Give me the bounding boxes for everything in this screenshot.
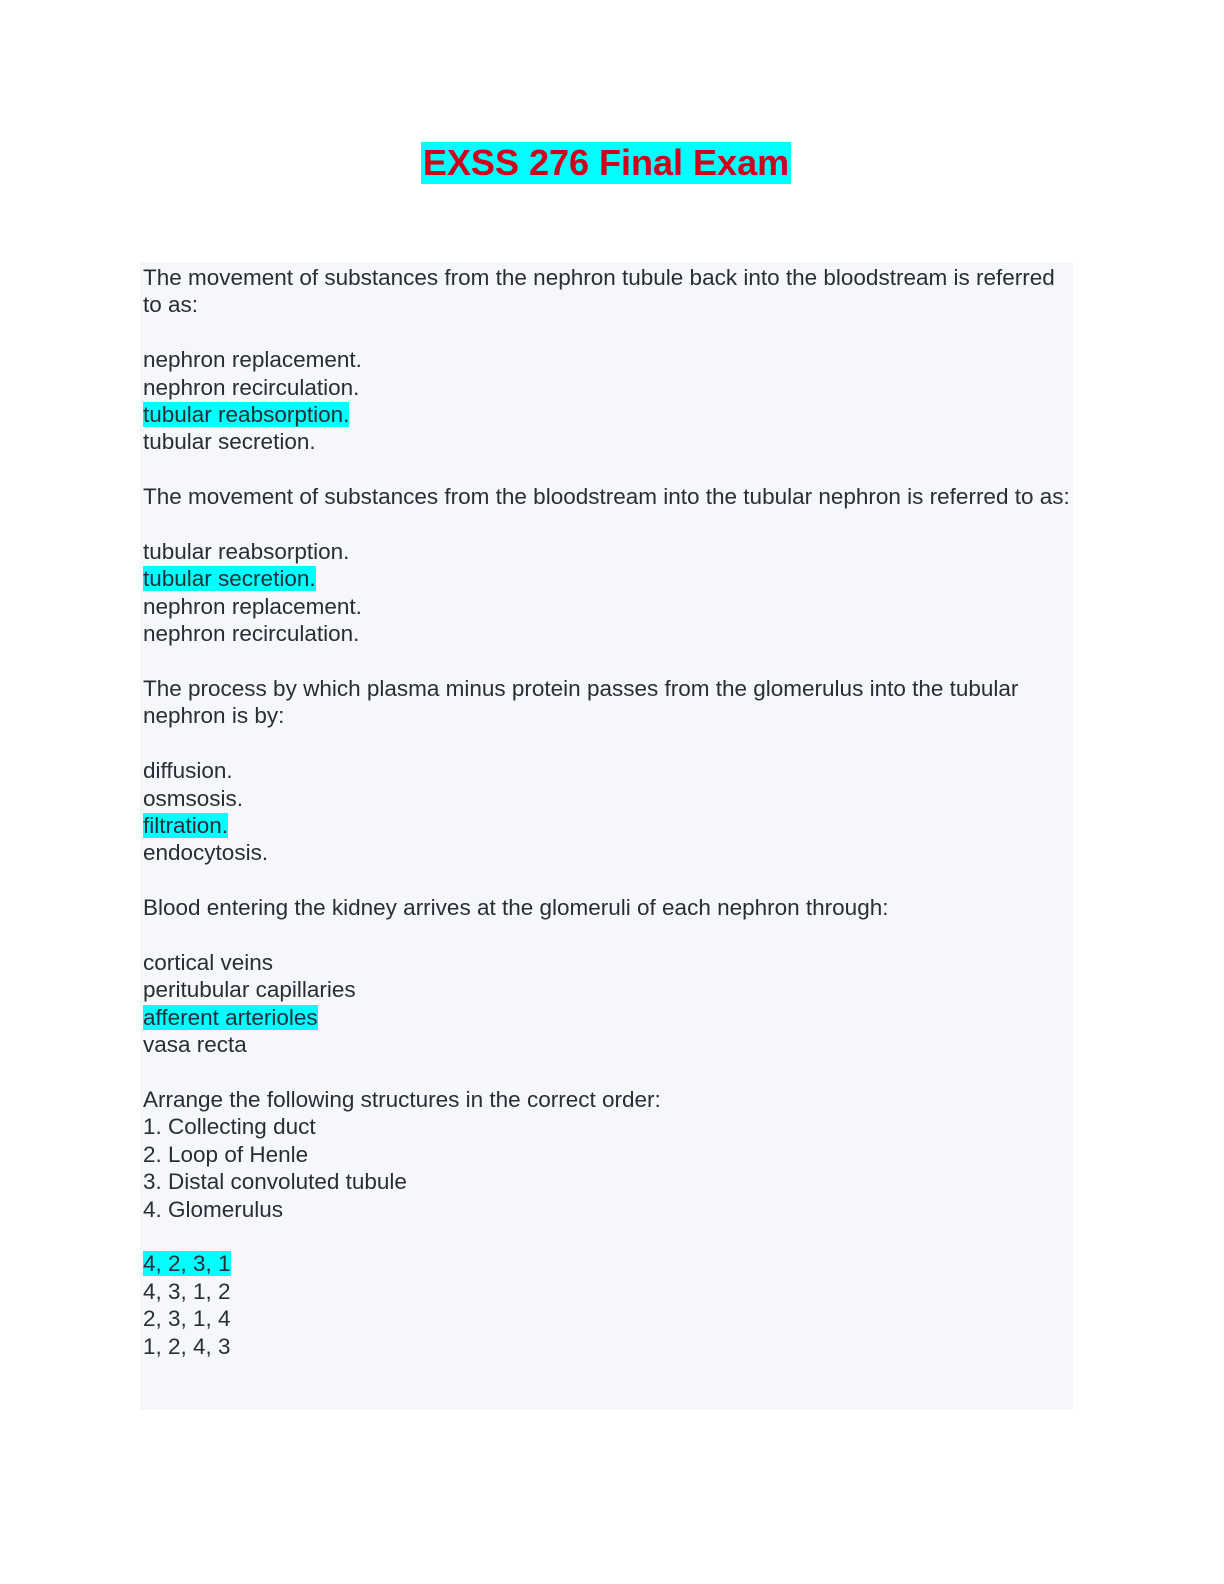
answer-option: diffusion. bbox=[143, 758, 233, 784]
correct-answer-option: afferent arterioles bbox=[143, 1004, 318, 1030]
document-title: EXSS 276 Final Exam bbox=[422, 142, 790, 183]
title-block bbox=[0, 142, 1212, 184]
structure-item: 3. Distal convoluted tubule bbox=[143, 1169, 407, 1195]
answer-option: osmsosis. bbox=[143, 785, 244, 811]
answer-option: 4, 3, 1, 2 bbox=[143, 1278, 231, 1304]
answer-option: 2, 3, 1, 4 bbox=[143, 1306, 231, 1332]
answer-option: nephron recirculation. bbox=[143, 621, 360, 647]
question-text: Arrange the following structures in the correct order: bbox=[143, 1087, 661, 1113]
answer-option: 1, 2, 4, 3 bbox=[143, 1333, 231, 1359]
question-text: The movement of substances from the bloodstream into the tubular nephron is referred to as: bbox=[143, 484, 1070, 510]
question-block bbox=[143, 483, 1071, 647]
answer-option: nephron replacement. bbox=[143, 593, 362, 619]
question-block bbox=[143, 264, 1071, 456]
answer-option: tubular reabsorption. bbox=[143, 539, 350, 565]
question-block bbox=[143, 675, 1071, 867]
structure-item: 1. Collecting duct bbox=[143, 1114, 316, 1140]
questions-content bbox=[143, 264, 1071, 1360]
answer-option: nephron replacement. bbox=[143, 347, 362, 373]
correct-answer-option: filtration. bbox=[143, 813, 229, 839]
answer-option: peritubular capillaries bbox=[143, 977, 356, 1003]
correct-answer-option: tubular reabsorption. bbox=[143, 402, 350, 428]
question-text: The process by which plasma minus protein passes from the glomerulus into the tubular nephron is by: bbox=[143, 676, 1019, 729]
answer-option: endocytosis. bbox=[143, 840, 269, 866]
question-text: Blood entering the kidney arrives at the glomeruli of each nephron through: bbox=[143, 895, 889, 921]
answer-option: cortical veins bbox=[143, 950, 274, 976]
correct-answer-option: tubular secretion. bbox=[143, 566, 316, 592]
structure-item: 4. Glomerulus bbox=[143, 1196, 284, 1222]
question-text: The movement of substances from the nephron tubule back into the bloodstream is referred to as: bbox=[143, 265, 1055, 318]
answer-option: nephron recirculation. bbox=[143, 374, 360, 400]
correct-answer-option: 4, 2, 3, 1 bbox=[143, 1251, 231, 1277]
answer-option: vasa recta bbox=[143, 1032, 247, 1058]
question-block bbox=[143, 894, 1071, 1058]
answer-option: tubular secretion. bbox=[143, 429, 316, 455]
question-block bbox=[143, 1086, 1071, 1360]
structure-item: 2. Loop of Henle bbox=[143, 1141, 309, 1167]
